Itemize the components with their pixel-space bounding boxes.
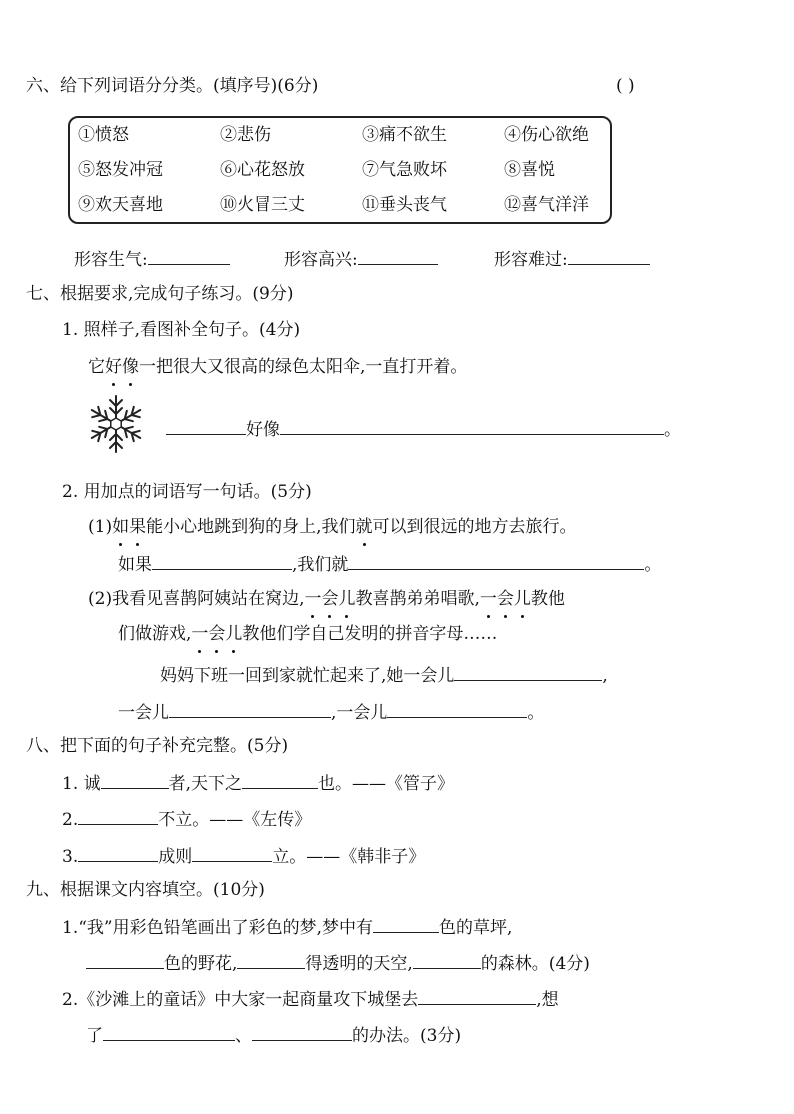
question-9-2-line1 [62, 986, 559, 1012]
sentence-text: 教喜鹊弟弟唱歌, [355, 589, 480, 609]
method-blank-2[interactable] [252, 1022, 352, 1041]
quote-3-blank-1[interactable] [78, 843, 158, 862]
word-item: ①愤怒 [78, 125, 129, 145]
dotted-char: 如 [112, 517, 130, 537]
question-7-2-title: 2. 用加点的词语写一句话。(5分) [62, 482, 312, 502]
like-text: 好像 [246, 420, 280, 440]
word-item: ③痛不欲生 [362, 125, 447, 145]
sub-question-2-fill-line2 [118, 699, 544, 725]
sub-question-2 [88, 587, 565, 611]
snowflake-sentence [166, 416, 681, 442]
dotted-char: 果 [129, 517, 147, 537]
sub-number: (1) [88, 517, 113, 537]
category-angry-label: 形容生气: [74, 250, 148, 270]
quote-text: 立。——《韩非子》 [272, 847, 426, 867]
snowflake-subject-blank[interactable] [166, 416, 246, 435]
sky-blank[interactable] [237, 950, 305, 969]
word-item: ⑥心花怒放 [220, 160, 305, 180]
dotted-char: 就 [355, 517, 373, 537]
forest-blank[interactable] [413, 950, 481, 969]
quote-line-3 [62, 843, 425, 869]
category-sad-label: 形容难过: [494, 250, 568, 270]
castle-goal-blank[interactable] [418, 986, 536, 1005]
quote-3-blank-2[interactable] [192, 843, 272, 862]
word-item: ⑨欢天喜地 [78, 195, 163, 215]
dotted-char: 儿 [225, 624, 243, 644]
sub-question-1 [88, 515, 577, 539]
dotted-char: 会 [208, 624, 226, 644]
sentence-text: (2)我看见喜鹊阿姨站在窝边, [88, 589, 305, 609]
quote-line-1 [62, 770, 454, 796]
sentence-text: 教他们学自己发明的拼音字母…… [242, 624, 498, 644]
fill-text: 一会儿 [118, 703, 169, 723]
word-item: ⑤怒发冲冠 [78, 160, 163, 180]
word-box [68, 116, 612, 224]
question-text: 得透明的天空, [305, 954, 413, 974]
period: 。 [527, 703, 545, 723]
quote-line-2 [62, 806, 311, 832]
question-9-1-line1 [62, 914, 512, 940]
question-text: 色的野花, [164, 954, 238, 974]
sentence-text: 能小心地跳到狗的身上,我们 [146, 517, 356, 537]
question-text: 的森林。(4分) [480, 954, 590, 974]
word-item: ⑦气急败坏 [362, 160, 447, 180]
example-text: 一把很大又很高的绿色太阳伞,一直打开着。 [139, 357, 468, 377]
category-happy [284, 246, 438, 272]
word-item: ⑫喜气洋洋 [504, 195, 589, 215]
sentence-text: 们做游戏, [118, 624, 192, 644]
category-happy-label: 形容高兴: [284, 250, 358, 270]
fill-text: ,一会儿 [331, 703, 388, 723]
quote-1-blank-2[interactable] [242, 770, 318, 789]
a-while-blank-3[interactable] [387, 699, 527, 718]
fill-text: 妈妈下班一回到家就忙起来了,她一会儿 [160, 666, 455, 686]
question-text: 、 [235, 1026, 252, 1046]
dotted-char: 像 [122, 357, 139, 377]
quote-text: 者,天下之 [168, 774, 243, 794]
question-text: 了 [86, 1026, 103, 1046]
snowflake-icon [84, 392, 148, 456]
question-9-2-line2 [86, 1022, 461, 1048]
quote-text: 成则 [158, 847, 193, 867]
method-blank-1[interactable] [103, 1022, 235, 1041]
dotted-char: 儿 [338, 589, 356, 609]
sentence-text: 教他 [530, 589, 565, 609]
word-item: ②悲伤 [220, 125, 271, 145]
section-6-answer-paren: ( ) [616, 76, 635, 96]
word-item: ④伤心欲绝 [504, 125, 589, 145]
fill-text: ,我们就 [292, 555, 349, 575]
word-item: ⑪垂头丧气 [362, 195, 447, 215]
question-text: 1.“我”用彩色铅笔画出了彩色的梦,梦中有 [62, 918, 374, 938]
dotted-char: 会 [321, 589, 339, 609]
a-while-blank-1[interactable] [454, 662, 602, 681]
quote-2-blank[interactable] [78, 806, 158, 825]
category-angry-blank[interactable] [148, 246, 230, 265]
quote-text: 3. [62, 847, 79, 867]
example-sentence [88, 355, 467, 379]
word-item: ⑩火冒三丈 [220, 195, 305, 215]
quote-1-blank-1[interactable] [101, 770, 169, 789]
word-item: ⑧喜悦 [504, 160, 555, 180]
dotted-char: 一 [479, 589, 497, 609]
quote-text: 也。——《管子》 [318, 774, 455, 794]
a-while-blank-2[interactable] [169, 699, 331, 718]
quote-text: 1. 诚 [62, 774, 101, 794]
dotted-char: 会 [496, 589, 514, 609]
question-9-1-line2 [86, 950, 590, 976]
quote-text: 不立。——《左传》 [158, 810, 312, 830]
sub-question-2-fill-line1 [160, 662, 608, 688]
sub-question-1-fill [118, 551, 661, 577]
section-8-title: 八、把下面的句子补充完整。(5分) [26, 736, 289, 756]
period: 。 [644, 555, 662, 575]
dotted-char: 儿 [513, 589, 531, 609]
question-text: 色的草坪, [439, 918, 513, 938]
if-blank[interactable] [152, 551, 292, 570]
then-blank[interactable] [348, 551, 644, 570]
section-9-title: 九、根据课文内容填空。(10分) [26, 880, 265, 900]
category-sad [494, 246, 650, 272]
section-7-title: 七、根据要求,完成句子练习。(9分) [26, 284, 294, 304]
snowflake-predicate-blank[interactable] [280, 416, 664, 435]
fill-text: 如果 [118, 555, 152, 575]
lawn-color-blank[interactable] [373, 914, 439, 933]
period: 。 [664, 420, 681, 440]
quote-text: 2. [62, 810, 79, 830]
category-sad-blank[interactable] [568, 246, 650, 265]
question-text: ,想 [536, 990, 559, 1010]
flower-color-blank[interactable] [86, 950, 164, 969]
dotted-char: 一 [191, 624, 209, 644]
question-text: 2.《沙滩上的童话》中大家一起商量攻下城堡去 [62, 990, 419, 1010]
sub-question-2-line2 [118, 622, 497, 646]
sentence-text: 可以到很远的地方去旅行。 [372, 517, 577, 537]
dotted-char: 一 [304, 589, 322, 609]
example-text: 它 [88, 357, 105, 377]
question-7-1-title: 1. 照样子,看图补全句子。(4分) [62, 320, 301, 340]
category-angry [74, 246, 230, 272]
dotted-char: 好 [105, 357, 122, 377]
comma: , [602, 666, 608, 686]
question-text: 的办法。(3分) [352, 1026, 462, 1046]
category-happy-blank[interactable] [358, 246, 438, 265]
section-6-title: 六、给下列词语分分类。(填序号)(6分) [26, 76, 319, 96]
